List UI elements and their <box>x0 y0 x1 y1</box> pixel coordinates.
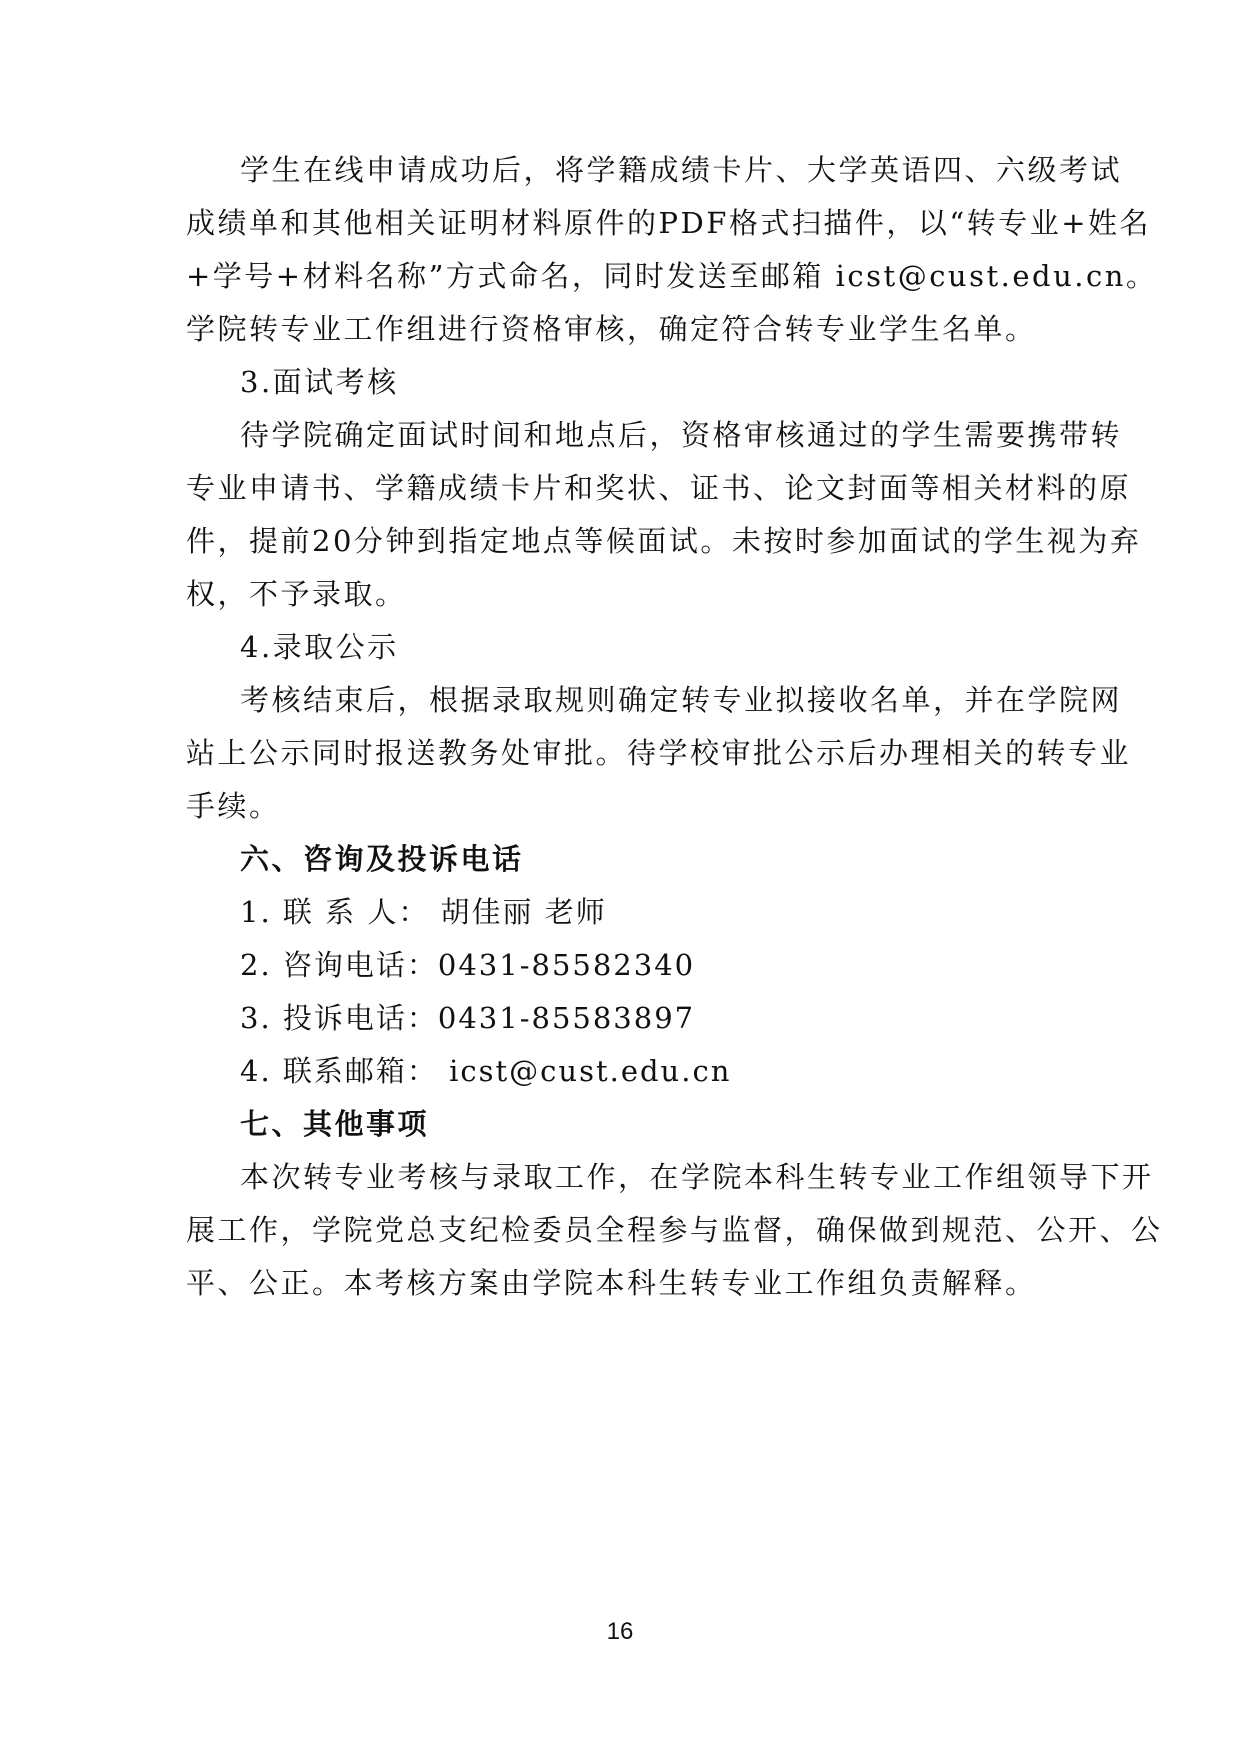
paragraph-line: 本次转专业考核与录取工作，在学院本科生转专业工作组领导下开 <box>240 1160 1154 1194</box>
section-heading-contact: 六、咨询及投诉电话 <box>240 842 524 876</box>
paragraph-line: 待学院确定面试时间和地点后，资格审核通过的学生需要携带转 <box>240 418 1123 452</box>
page-number: 16 <box>606 1618 634 1645</box>
contact-person: 1. 联 系 人： 胡佳丽 老师 <box>240 895 607 929</box>
subsection-title-admission: 4.录取公示 <box>240 630 399 664</box>
subsection-title-interview: 3.面试考核 <box>240 365 399 399</box>
paragraph-line: 站上公示同时报送教务处审批。待学校审批公示后办理相关的转专业 <box>186 736 1132 770</box>
paragraph-line: 件，提前20分钟到指定地点等候面试。未按时参加面试的学生视为弃 <box>186 524 1142 558</box>
paragraph-line: 学院转专业工作组进行资格审核，确定符合转专业学生名单。 <box>186 312 1037 346</box>
paragraph-line: 学生在线申请成功后，将学籍成绩卡片、大学英语四、六级考试 <box>240 153 1123 187</box>
paragraph-line: 成绩单和其他相关证明材料原件的PDF格式扫描件，以“转专业+姓名 <box>186 206 1152 240</box>
paragraph-line: 平、公正。本考核方案由学院本科生转专业工作组负责解释。 <box>186 1266 1037 1300</box>
paragraph-line: 考核结束后，根据录取规则确定转专业拟接收名单，并在学院网 <box>240 683 1123 717</box>
complaint-phone: 3. 投诉电话：0431-85583897 <box>240 1001 696 1035</box>
section-heading-other: 七、其他事项 <box>240 1107 430 1141</box>
contact-email: 4. 联系邮箱： icst@cust.edu.cn <box>240 1054 732 1088</box>
paragraph-line: +学号+材料名称”方式命名，同时发送至邮箱 icst@cust.edu.cn。 <box>186 259 1158 293</box>
paragraph-line: 专业申请书、学籍成绩卡片和奖状、证书、论文封面等相关材料的原 <box>186 471 1132 505</box>
paragraph-line: 权，不予录取。 <box>186 577 407 611</box>
inquiry-phone: 2. 咨询电话：0431-85582340 <box>240 948 696 982</box>
paragraph-line: 手续。 <box>186 789 281 823</box>
paragraph-line: 展工作，学院党总支纪检委员全程参与监督，确保做到规范、公开、公 <box>186 1213 1163 1247</box>
